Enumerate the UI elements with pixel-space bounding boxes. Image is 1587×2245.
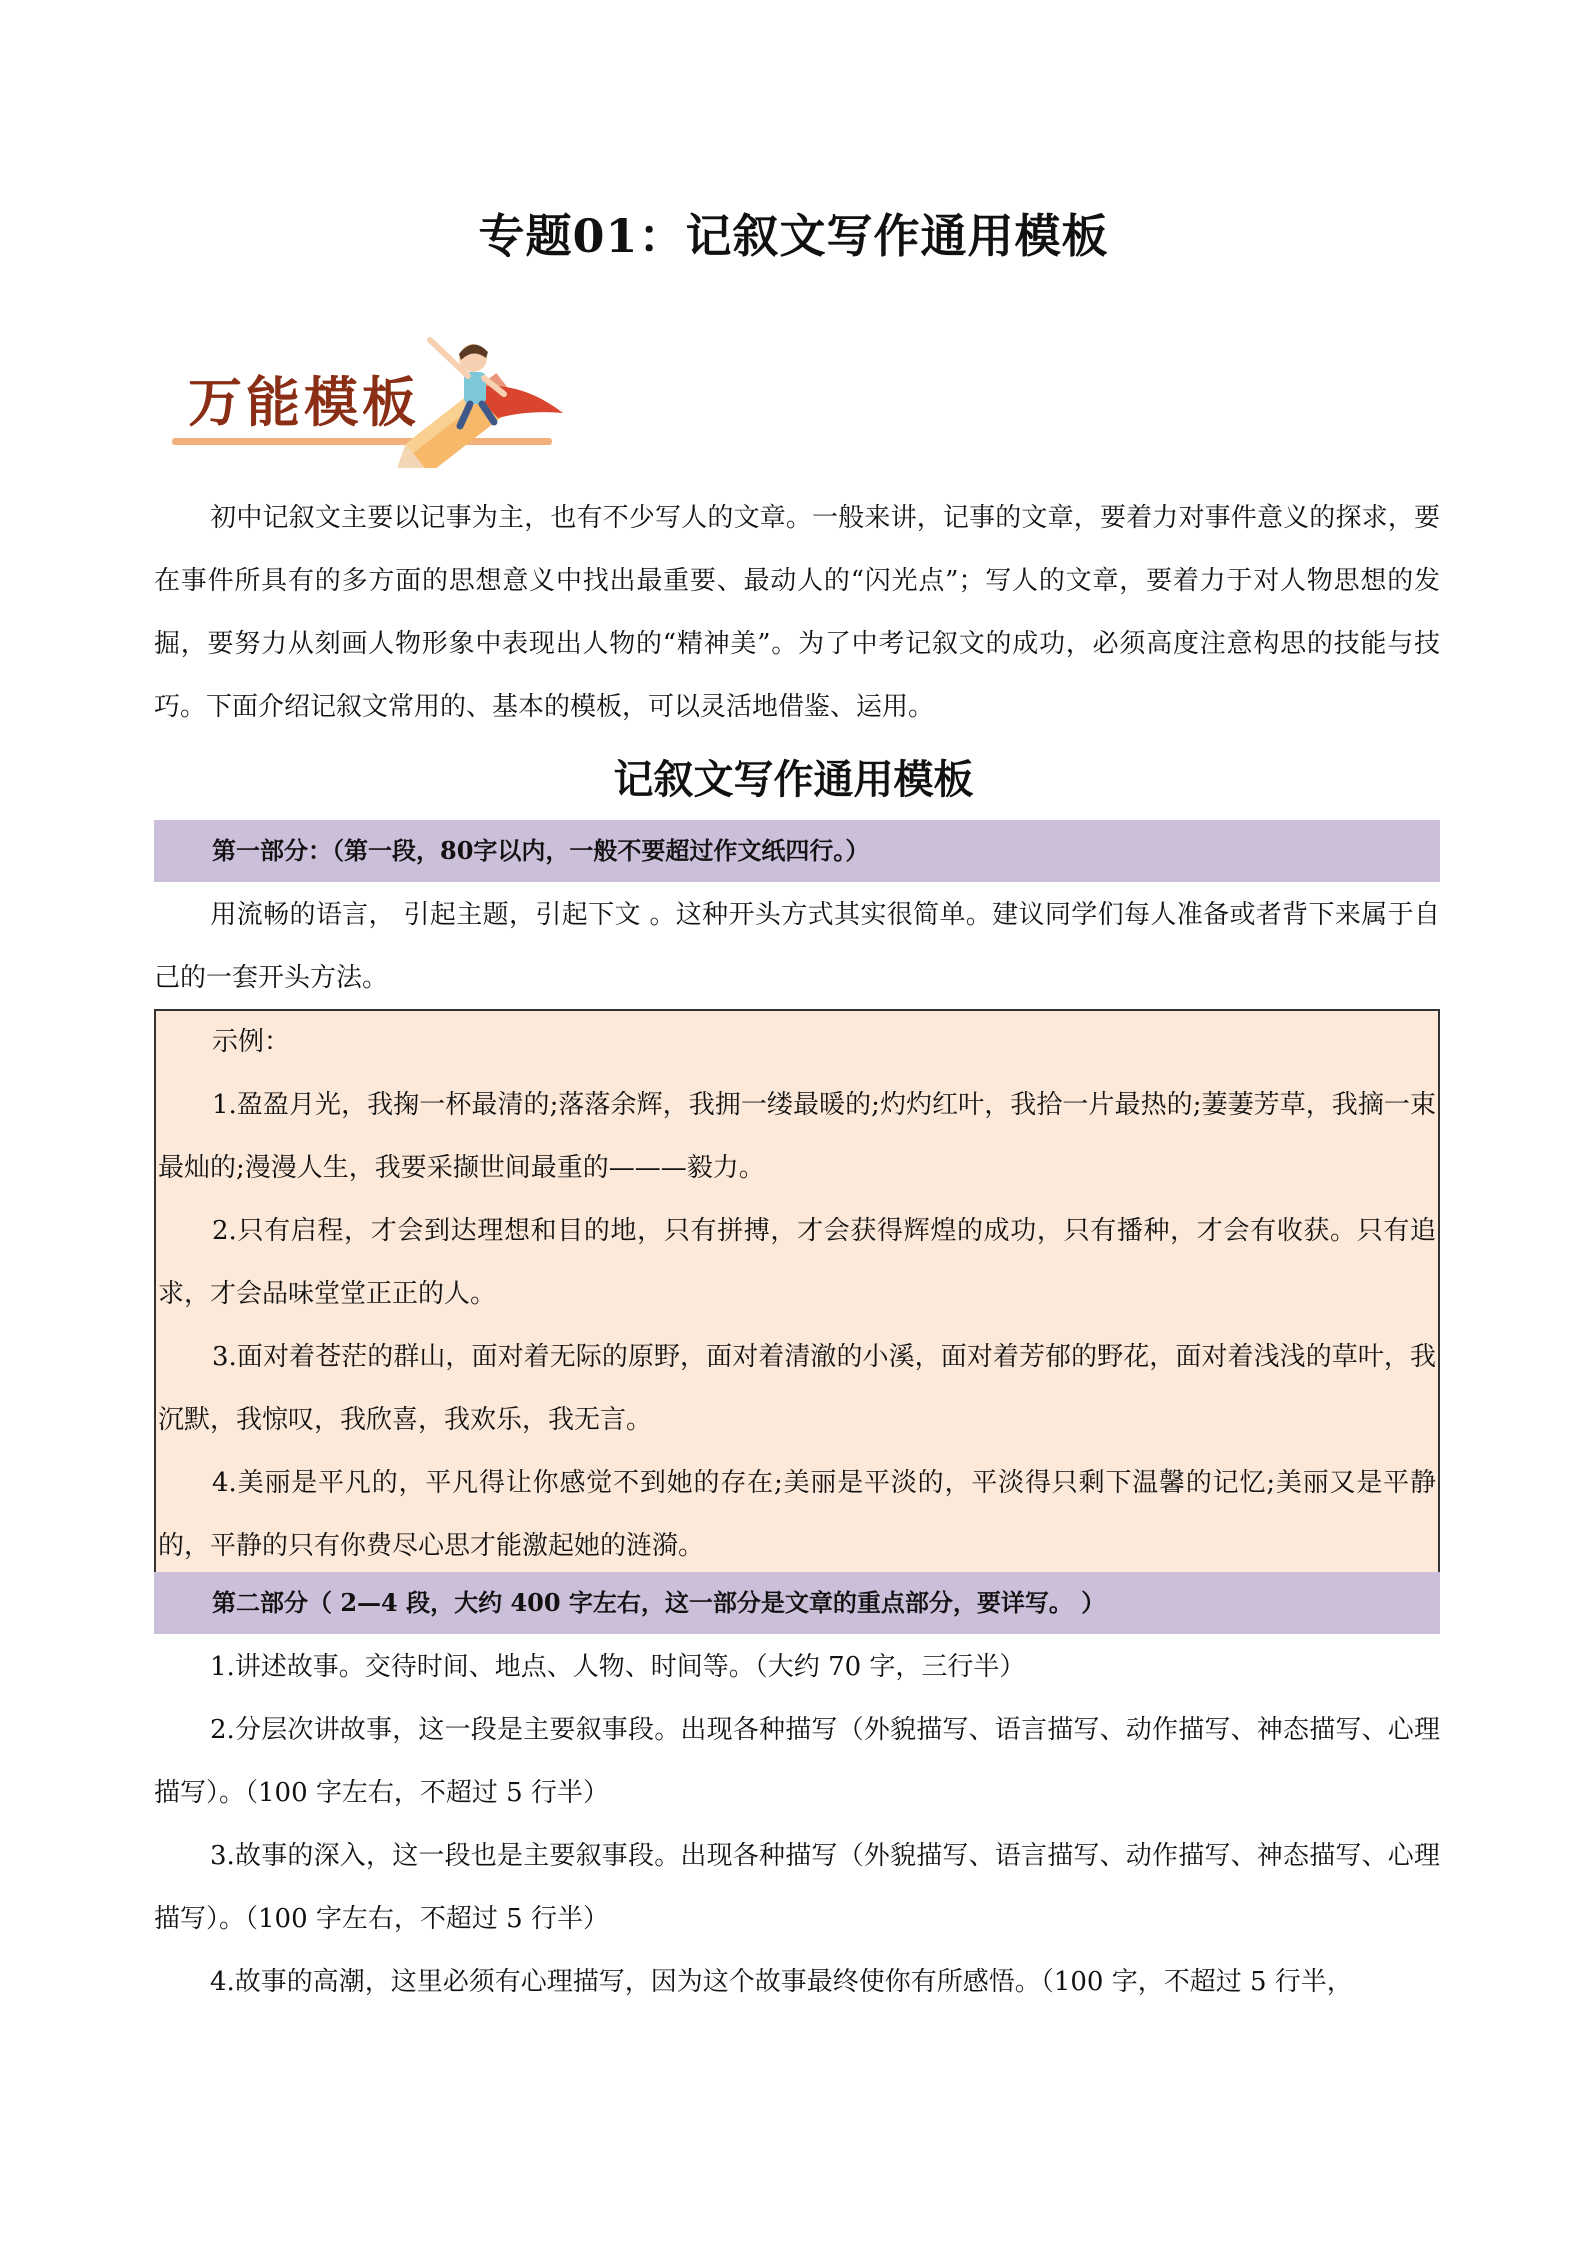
banner-illustration: [168, 318, 588, 468]
part2-item: 4.故事的高潮，这里必须有心理描写，因为这个故事最终使你有所感悟。（100 字，不超过 5 行半，: [210, 1967, 1353, 1997]
brush-underline: [172, 438, 552, 445]
example-item: 1.盈盈月光，我掬一杯最清的;落落余辉，我拥一缕最暖的;灼灼红叶，我拾一片最热的;萋萋芳草，我摘一束最灿的;漫漫人生，我要采撷世间最重的———毅力。: [158, 1090, 1436, 1183]
part1-text: 用流畅的语言， 引起主题，引起下文 。这种开头方式其实很简单。建议同学们每人准备或者背下来属于自己的一套开头方法。: [154, 900, 1440, 993]
intro-paragraph: [154, 487, 1440, 739]
example-box: [154, 1009, 1440, 1574]
section-title: 记叙文写作通用模板: [613, 756, 974, 803]
part2-item: 3.故事的深入，这一段也是主要叙事段。出现各种描写（外貌描写、语言描写、动作描写、神态描写、心理描写）。（100 字左右，不超过 5 行半）: [154, 1841, 1440, 1934]
part2-item: 1.讲述故事。交待时间、地点、人物、时间等。（大约 70 字，三行半）: [210, 1652, 1026, 1682]
example-item: 4.美丽是平凡的，平凡得让你感觉不到她的存在;美丽是平淡的，平淡得只剩下温馨的记忆;美丽又是平静的，平静的只有你费尽心思才能激起她的涟漪。: [158, 1468, 1436, 1561]
part2-item: 2.分层次讲故事，这一段是主要叙事段。出现各种描写（外貌描写、语言描写、动作描写、神态描写、心理描写）。（100 字左右，不超过 5 行半）: [154, 1715, 1440, 1808]
intro-text: 初中记叙文主要以记事为主，也有不少写人的文章。一般来讲，记事的文章，要着力对事件意义的探求，要在事件所具有的多方面的思想意义中找出最重要、最动人的“闪光点”；写人的文章，要着力于对人物思想的发掘，要努力从刻画人物形象中表现出人物的“精神美”。为了中考记叙文的成功，必须高度注意构思的技能与技巧。下面介绍记叙文常用的、基本的模板，可以灵活地借鉴、运用。: [154, 503, 1440, 722]
part2-header: 第二部分（ 2—4 段，大约 400 字左右，这一部分是文章的重点部分，要详写。 ）: [154, 1572, 1440, 1634]
example-label: 示例：: [212, 1027, 291, 1057]
banner-text: 万能模板: [188, 370, 420, 434]
example-item: 3.面对着苍茫的群山，面对着无际的原野，面对着清澈的小溪，面对着芳郁的野花，面对着浅浅的草叶，我沉默，我惊叹，我欣喜，我欢乐，我无言。: [158, 1342, 1436, 1435]
document-title: 专题01：记叙文写作通用模板: [478, 209, 1109, 263]
part1-header: 第一部分：（第一段，80字以内，一般不要超过作文纸四行。）: [154, 820, 1440, 882]
part1-paragraph: [154, 884, 1440, 1010]
example-item: 2.只有启程，才会到达理想和目的地，只有拼搏，才会获得辉煌的成功，只有播种，才会有收获。只有追求，才会品味堂堂正正的人。: [158, 1216, 1436, 1309]
